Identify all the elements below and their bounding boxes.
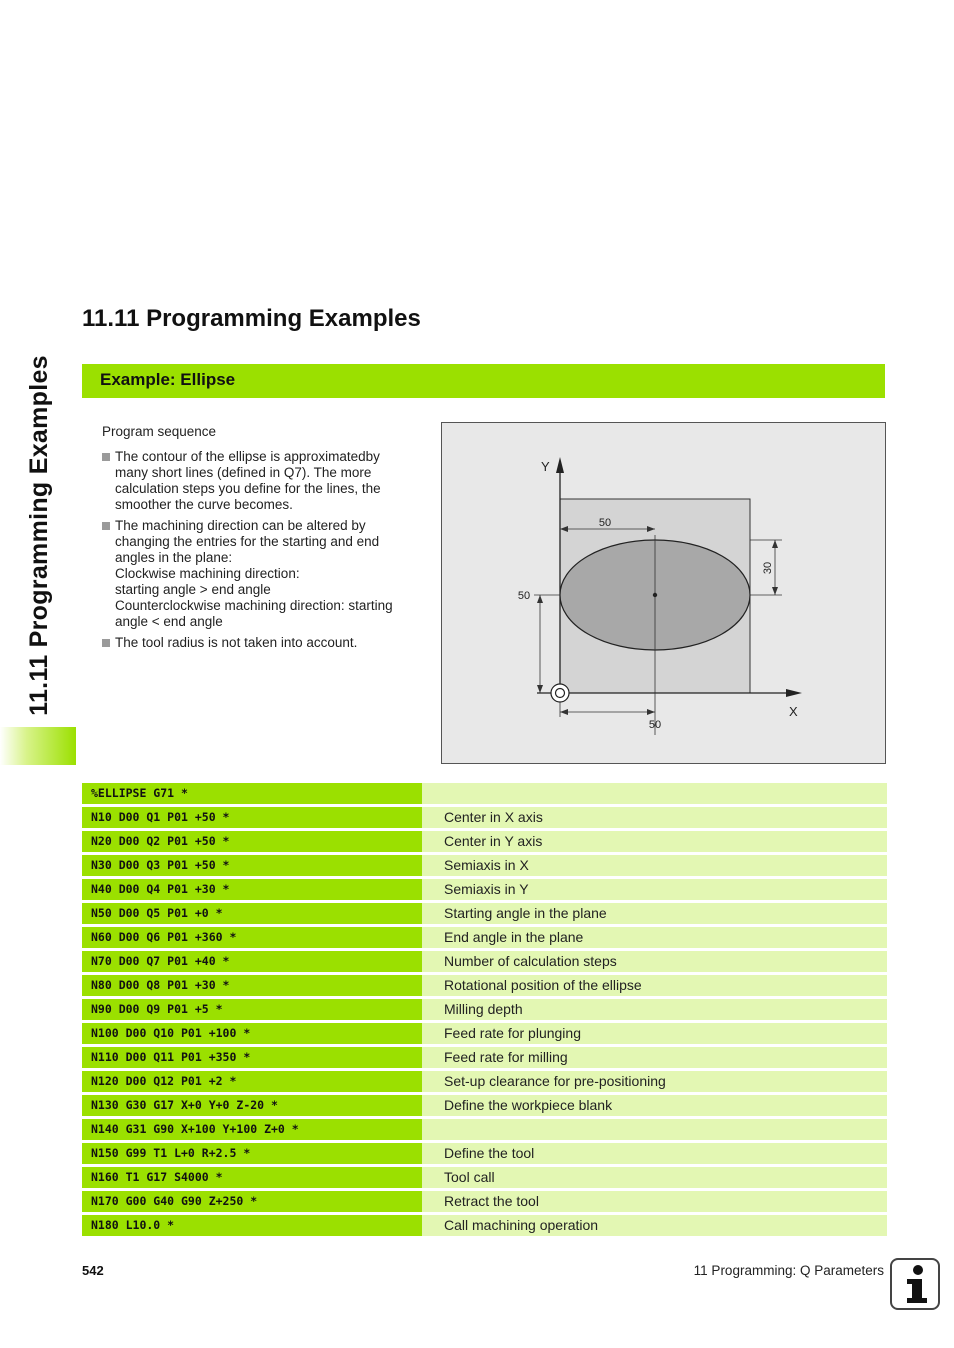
program-row (82, 1143, 887, 1164)
program-row (82, 927, 887, 948)
code-cell: %ELLIPSE G71 * (82, 783, 422, 804)
x-axis-label: X (789, 704, 798, 719)
comment-cell: Center in Y axis (422, 831, 887, 852)
comment-cell: Center in X axis (422, 807, 887, 828)
program-row (82, 903, 887, 924)
program-row (82, 1023, 887, 1044)
page-title: 11.11 Programming Examples (82, 305, 421, 332)
bullet-item (102, 449, 422, 513)
code-cell: N160 T1 G17 S4000 * (82, 1167, 422, 1188)
page-number: 542 (82, 1263, 104, 1278)
program-row (82, 1047, 887, 1068)
comment-cell: Semiaxis in X (422, 855, 887, 876)
program-row (82, 807, 887, 828)
comment-cell (422, 1119, 887, 1140)
program-row (82, 783, 887, 804)
program-row (82, 951, 887, 972)
code-cell: N50 D00 Q5 P01 +0 * (82, 903, 422, 924)
dim-label-semiaxis-y: 30 (762, 561, 774, 575)
footer-chapter-title: 11 Programming: Q Parameters (693, 1263, 884, 1278)
program-row (82, 1167, 887, 1188)
bullet-line: many short lines (defined in Q7). The more (115, 465, 372, 480)
section-header (82, 364, 885, 398)
intro-lead: Program sequence (102, 424, 217, 439)
bullet-line: calculation steps you define for the lines, the (115, 481, 381, 496)
datum-symbol (551, 684, 569, 702)
program-row (82, 1095, 887, 1116)
bullet-line: angle < end angle (115, 614, 223, 629)
program-row (82, 879, 887, 900)
program-row (82, 831, 887, 852)
comment-cell: Define the workpiece blank (422, 1095, 887, 1116)
comment-cell: End angle in the plane (422, 927, 887, 948)
code-cell: N120 D00 Q12 P01 +2 * (82, 1071, 422, 1092)
y-axis-label: Y (541, 459, 550, 474)
code-cell: N20 D00 Q2 P01 +50 * (82, 831, 422, 852)
bullet-line: Counterclockwise machining direction: starting (115, 598, 393, 613)
ellipse-diagram-svg (442, 423, 885, 763)
intro-text (102, 424, 422, 656)
info-icon (890, 1258, 940, 1310)
code-cell: N30 D00 Q3 P01 +50 * (82, 855, 422, 876)
dim-arrow (772, 540, 778, 548)
comment-cell: Feed rate for milling (422, 1047, 887, 1068)
comment-cell: Define the tool (422, 1143, 887, 1164)
program-row (82, 1071, 887, 1092)
bullet-line: changing the entries for the starting and end (115, 534, 380, 549)
code-cell: N170 G00 G40 G90 Z+250 * (82, 1191, 422, 1212)
program-listing (82, 783, 887, 1239)
comment-cell: Rotational position of the ellipse (422, 975, 887, 996)
dim-arrow (772, 587, 778, 595)
code-cell: N40 D00 Q4 P01 +30 * (82, 879, 422, 900)
bullet-item (102, 518, 422, 630)
dim-arrow (537, 685, 543, 693)
dim-label-center-y: 50 (517, 590, 531, 602)
code-cell: N150 G99 T1 L+0 R+2.5 * (82, 1143, 422, 1164)
side-chapter-title (2, 300, 76, 770)
comment-cell: Semiaxis in Y (422, 879, 887, 900)
program-row (82, 1191, 887, 1212)
program-row (82, 1215, 887, 1236)
comment-cell: Call machining operation (422, 1215, 887, 1236)
section-title: Example: Ellipse (100, 370, 236, 389)
code-cell: N10 D00 Q1 P01 +50 * (82, 807, 422, 828)
code-cell: N70 D00 Q7 P01 +40 * (82, 951, 422, 972)
y-axis-arrow (556, 457, 564, 473)
bullet-line: The machining direction can be altered by (115, 518, 366, 533)
bullet-line: The tool radius is not taken into account. (115, 635, 358, 650)
comment-cell: Tool call (422, 1167, 887, 1188)
info-icon-glyph (892, 1260, 938, 1308)
code-cell: N90 D00 Q9 P01 +5 * (82, 999, 422, 1020)
code-cell: N180 L10.0 * (82, 1215, 422, 1236)
comment-cell: Number of calculation steps (422, 951, 887, 972)
program-row (82, 855, 887, 876)
comment-cell: Milling depth (422, 999, 887, 1020)
intro-bullets (102, 449, 422, 651)
ellipse-diagram (441, 422, 886, 764)
program-row (82, 975, 887, 996)
dim-label-center-x: 50 (648, 719, 662, 731)
ellipse-center (653, 593, 657, 597)
comment-cell: Starting angle in the plane (422, 903, 887, 924)
program-row (82, 999, 887, 1020)
comment-cell: Feed rate for plunging (422, 1023, 887, 1044)
bullet-line: smoother the curve becomes. (115, 497, 293, 512)
dim-arrow (537, 595, 543, 603)
code-cell: N60 D00 Q6 P01 +360 * (82, 927, 422, 948)
code-cell: N110 D00 Q11 P01 +350 * (82, 1047, 422, 1068)
bullet-item (102, 635, 422, 651)
side-thumb-tab (0, 727, 76, 765)
x-axis-arrow (786, 689, 802, 697)
comment-cell: Set-up clearance for pre-positioning (422, 1071, 887, 1092)
comment-cell (422, 783, 887, 804)
code-cell: N80 D00 Q8 P01 +30 * (82, 975, 422, 996)
bullet-line: Clockwise machining direction: (115, 566, 300, 581)
dim-arrow (560, 709, 568, 715)
code-cell: N130 G30 G17 X+0 Y+0 Z-20 * (82, 1095, 422, 1116)
bullet-line: The contour of the ellipse is approximatedby (115, 449, 380, 464)
comment-cell: Retract the tool (422, 1191, 887, 1212)
side-chapter-label: 11.11 Programming Examples (24, 354, 53, 716)
bullet-line: angles in the plane: (115, 550, 233, 565)
code-cell: N140 G31 G90 X+100 Y+100 Z+0 * (82, 1119, 422, 1140)
code-cell: N100 D00 Q10 P01 +100 * (82, 1023, 422, 1044)
dim-label-semiaxis-x: 50 (598, 517, 612, 529)
bullet-line: starting angle > end angle (115, 582, 271, 597)
program-row (82, 1119, 887, 1140)
dim-arrow (647, 709, 655, 715)
